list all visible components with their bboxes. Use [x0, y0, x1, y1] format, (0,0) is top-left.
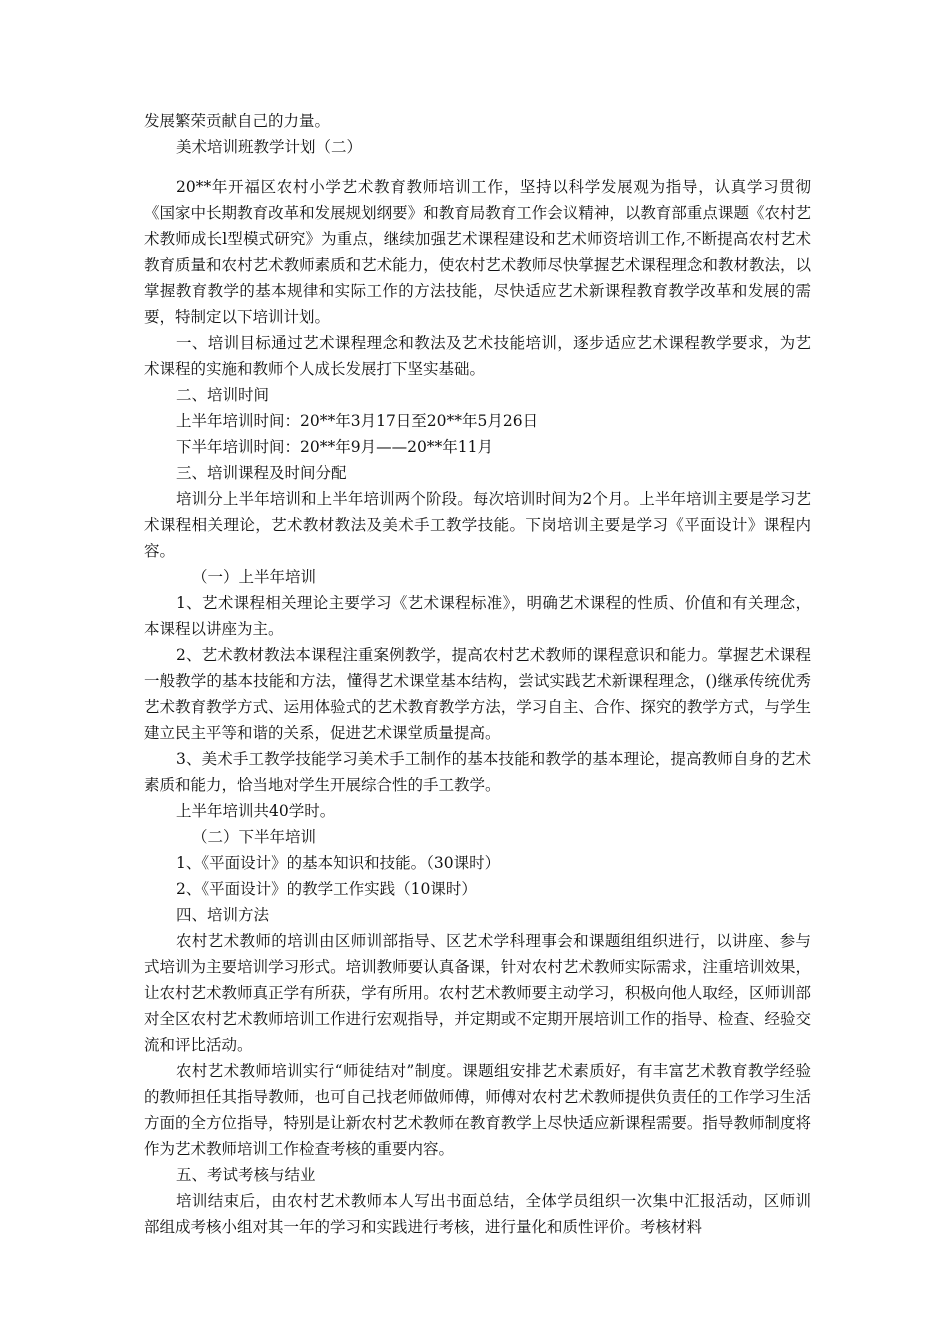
paragraph: 发展繁荣贡献自己的力量。: [144, 112, 331, 130]
paragraph: 美术培训班教学计划（二）: [176, 138, 363, 156]
paragraph: 一、培训目标通过艺术课程理念和教法及艺术技能培训，逐步适应艺术课程教学要求，为艺术课程的实施和教师个人成长发展打下坚实基础。: [144, 334, 811, 378]
paragraph: 上半年培训共40学时。: [176, 802, 336, 820]
paragraph: （二）下半年培训: [192, 828, 317, 846]
paragraph: 1、艺术课程相关理论主要学习《艺术课程标准》，明确艺术课程的性质、价值和有关理念，本课程以讲座为主。: [144, 594, 811, 638]
paragraph: 2、艺术教材教法本课程注重案例教学，提高农村艺术教师的课程意识和能力。掌握艺术课程一般教学的基本技能和方法，懂得艺术课堂基本结构，尝试实践艺术新课程理念，()继承传统优秀艺术教育教学方式、运用体验式的艺术教育教学方法，学习自主、合作、探究的教学方式，与学生建立民主平等和谐的关系，促进艺术课堂质量提高。: [144, 646, 811, 742]
paragraph: 3、美术手工教学技能学习美术手工制作的基本技能和教学的基本理论，提高教师自身的艺术素质和能力，恰当地对学生开展综合性的手工教学。: [144, 750, 811, 794]
paragraph: 上半年培训时间：20**年3月17日至20**年5月26日: [176, 412, 539, 430]
paragraph: 1、《平面设计》的基本知识和技能。（30课时）: [176, 854, 501, 872]
paragraph: 二、培训时间: [176, 386, 270, 404]
paragraph: 四、培训方法: [176, 906, 270, 924]
paragraph-spacer: [144, 160, 811, 174]
document-body: [144, 108, 811, 1240]
paragraph: 农村艺术教师的培训由区师训部指导、区艺术学科理事会和课题组组织进行，以讲座、参与式培训为主要培训学习形式。培训教师要认真备课，针对农村艺术教师实际需求，注重培训效果，让农村艺术教师真正学有所获，学有所用。农村艺术教师要主动学习，积极向他人取经，区师训部对全区农村艺术教师培训工作进行宏观指导，并定期或不定期开展培训工作的指导、检查、经验交流和评比活动。: [144, 932, 811, 1054]
paragraph: 三、培训课程及时间分配: [176, 464, 347, 482]
paragraph: 培训分上半年培训和上半年培训两个阶段。每次培训时间为2个月。上半年培训主要是学习艺术课程相关理论，艺术教材教法及美术手工教学技能。下岗培训主要是学习《平面设计》课程内容。: [144, 490, 811, 560]
paragraph: （一）上半年培训: [192, 568, 317, 586]
paragraph: 五、考试考核与结业: [176, 1166, 316, 1184]
paragraph: 培训结束后，由农村艺术教师本人写出书面总结，全体学员组织一次集中汇报活动，区师训部组成考核小组对其一年的学习和实践进行考核，进行量化和质性评价。考核材料: [144, 1192, 811, 1236]
paragraph: 下半年培训时间：20**年9月——20**年11月: [176, 438, 494, 456]
paragraph: 2、《平面设计》的教学工作实践（10课时）: [176, 880, 477, 898]
paragraph: 农村艺术教师培训实行“师徒结对”制度。课题组安排艺术素质好，有丰富艺术教育教学经验的教师担任其指导教师，也可自己找老师做师傅，师傅对农村艺术教师提供负责任的工作学习生活方面的全方位指导，特别是让新农村艺术教师在教育教学上尽快适应新课程需要。指导教师制度将作为艺术教师培训工作检查考核的重要内容。: [144, 1062, 811, 1158]
paragraph: 20**年开福区农村小学艺术教育教师培训工作，坚持以科学发展观为指导，认真学习贯彻《国家中长期教育改革和发展规划纲要》和教育局教育工作会议精神，以教育部重点课题《农村艺术教师成长l型模式研究》为重点，继续加强艺术课程建设和艺术师资培训工作,不断提高农村艺术教育质量和农村艺术教师素质和艺术能力，使农村艺术教师尽快掌握艺术课程理念和教材教法，以掌握教育教学的基本规律和实际工作的方法技能，尽快适应艺术新课程教育教学改革和发展的需要，特制定以下培训计划。: [144, 178, 811, 326]
